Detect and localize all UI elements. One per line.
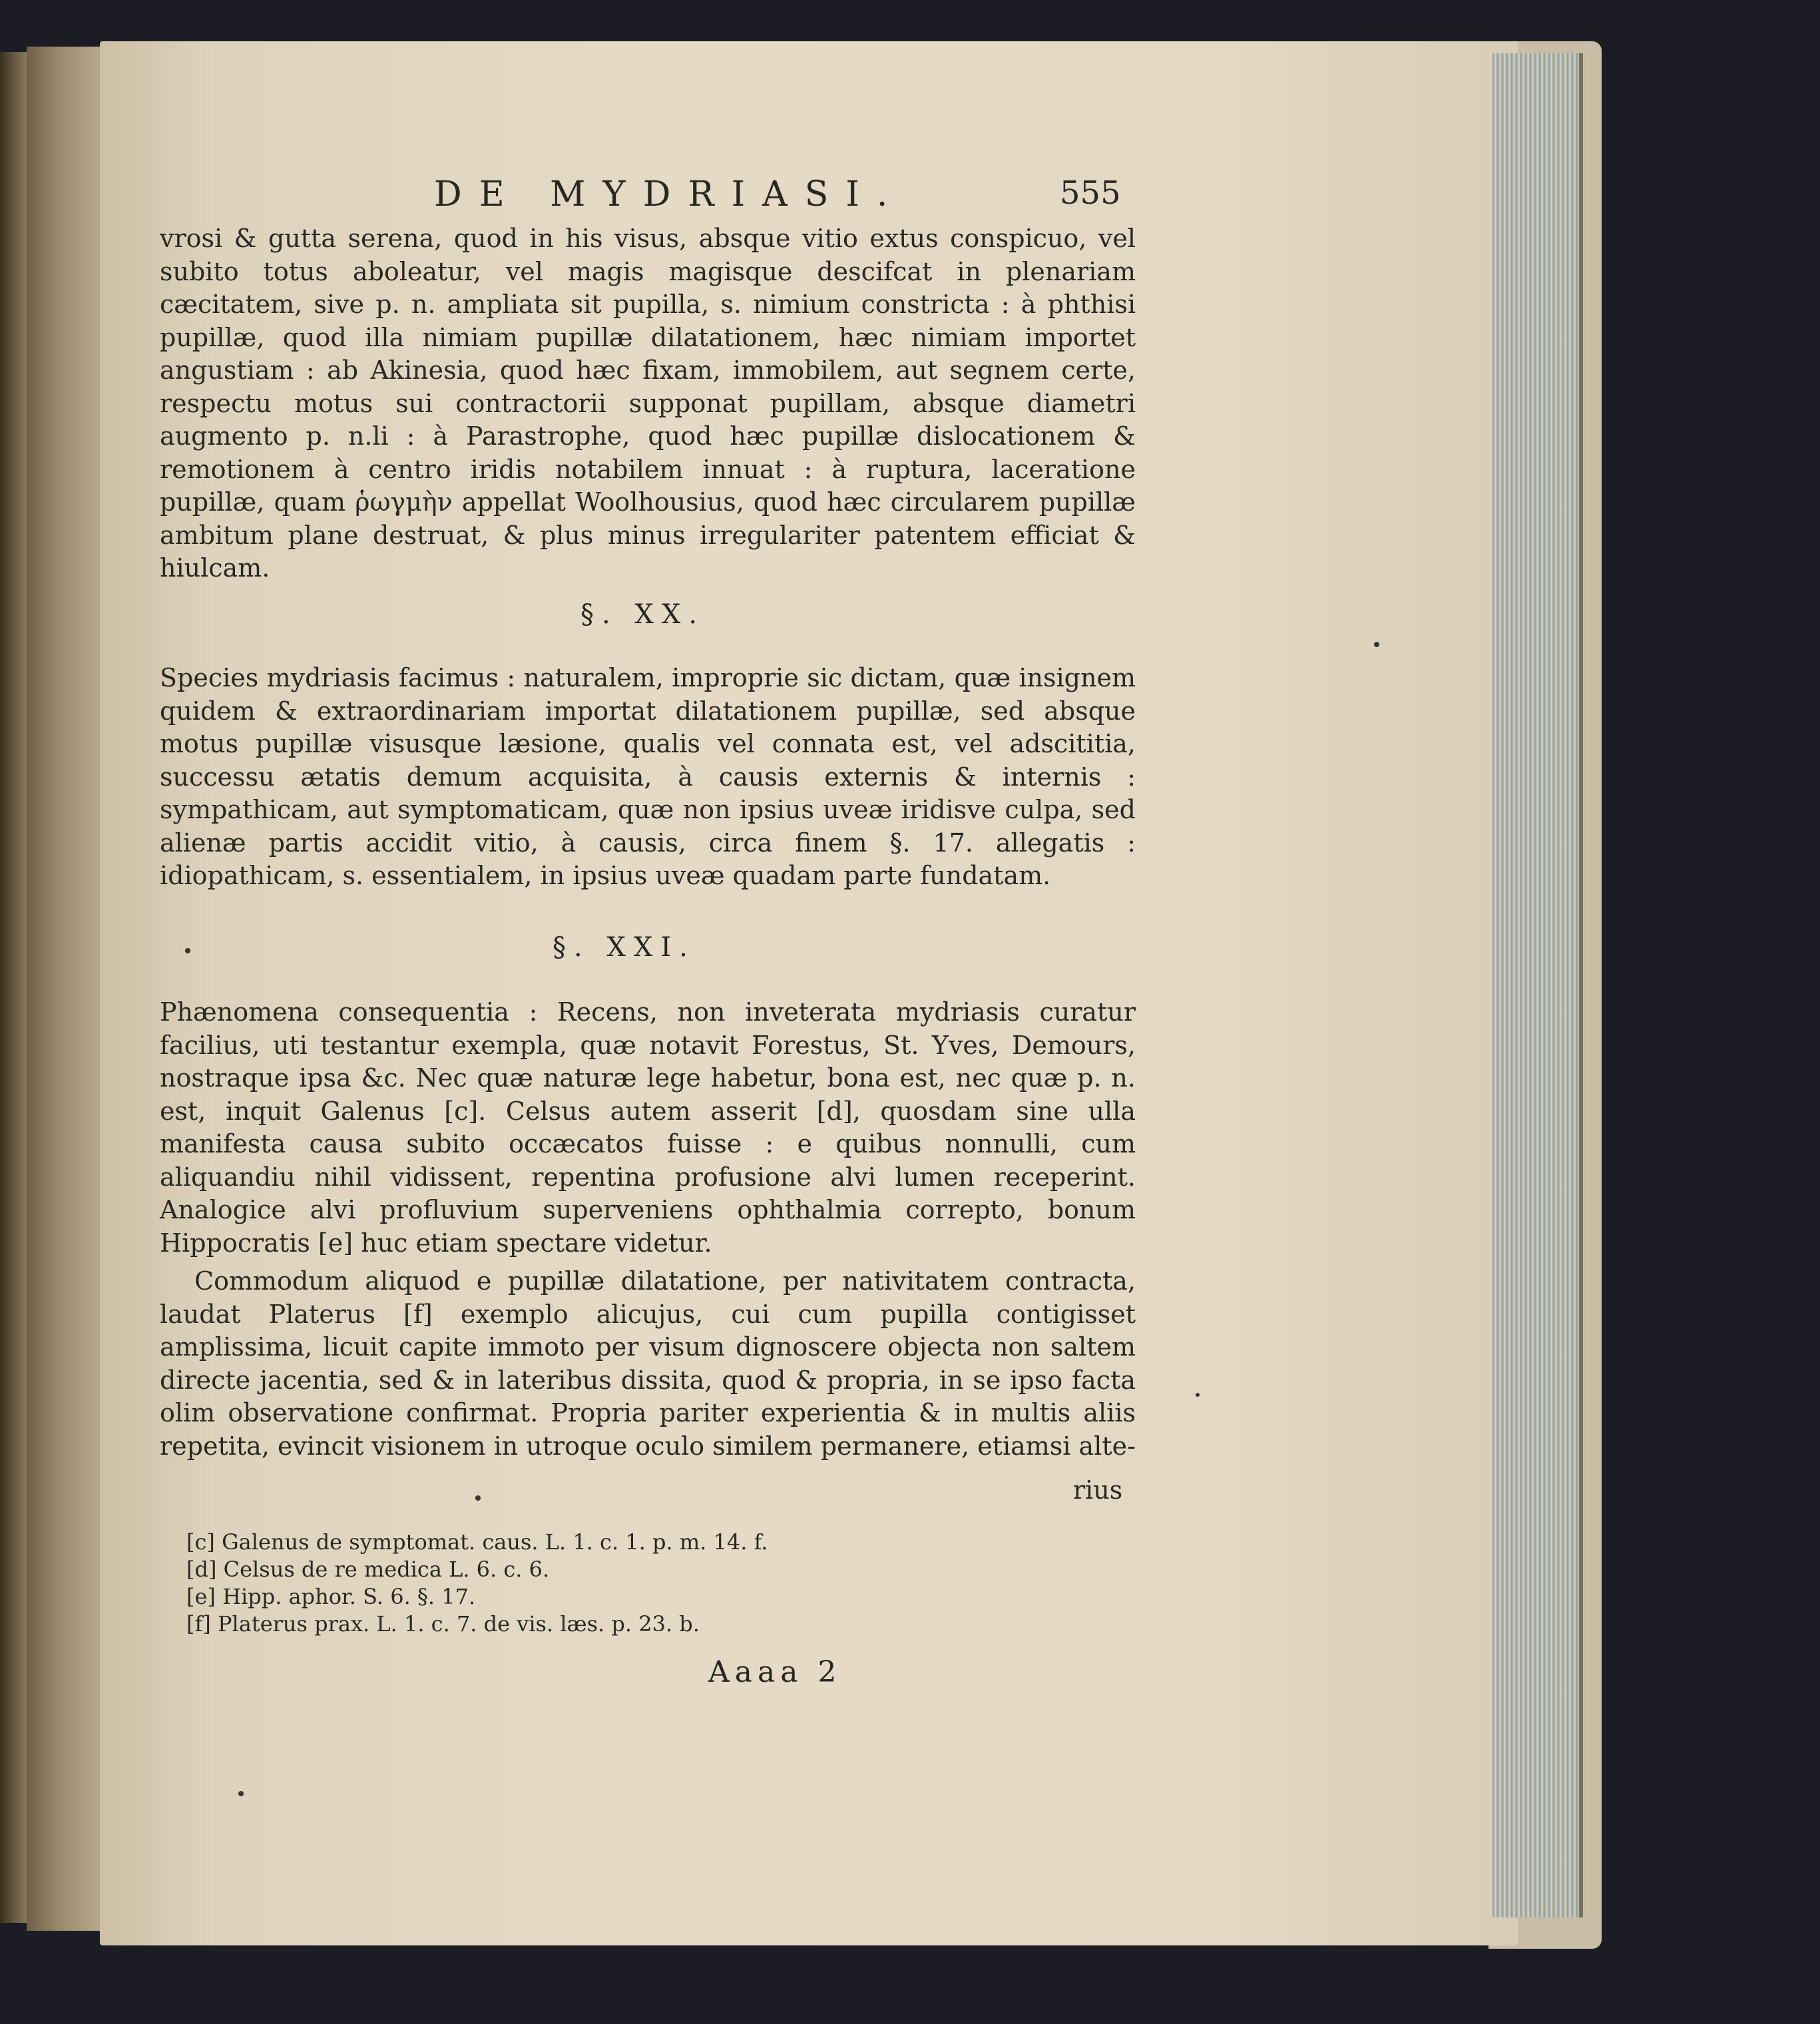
paragraph-commodum: Commodum aliquod e pupillæ dilatatione, per nativitatem contracta, laudat Platerus [f] exemplo alicujus, cui cum pupilla contigisset amplissima, licuit capite immoto per visum dignoscere objecta non saltem directe jacentia, sed & in lateribus dissita, quod & propria, in se ipso facta olim observatione confirmat. Propria pariter experientia & in multis aliis repetita, evincit visionem in utroque oculo similem permanere, etiamsi alte-: [160, 1266, 1136, 1461]
fore-edge-pages: [1492, 53, 1583, 1917]
paper-speck: [1374, 642, 1379, 647]
left-page-edge: [0, 52, 27, 1923]
signature-mark: Aaaa 2: [708, 1655, 842, 1689]
paper-speck: [238, 1791, 244, 1796]
paragraph-species: Species mydriasis facimus : naturalem, improprie sic dictam, quæ insignem quidem & extraordinariam importat dilatationem pupillæ, sed absque motus pupillæ visusque læsione, qualis vel connata est, vel adscititia, successu ætatis demum acquisita, à causis externis & internis : sympathicam, aut symptomaticam, quæ non ipsius uveæ iridisve culpa, sed alienæ partis accidit vitio, à causis, circa finem §. 17. allegatis : idiopathicam, s. essentialem, in ipsius uveæ quadam parte fundatam.: [160, 663, 1136, 890]
paper-speck: [185, 948, 190, 953]
footnote-f: [f] Platerus prax. L. 1. c. 7. de vis. læs. p. 23. b.: [186, 1611, 700, 1637]
paragraph-phaenomena: Phænomena consequentia : Recens, non inveterata mydriasis curatur facilius, uti testantur exempla, quæ notavit Forestus, St. Yves, Demours, nostraque ipsa &c. Nec quæ naturæ lege habetur, bona est, nec quæ p. n. est, inquit Galenus [c]. Celsus autem asserit [d], quosdam sine ulla manifesta causa subito occæcatos fuisse : e quibus nonnulli, cum aliquandiu nihil vidissent, repentina profusione alvi lumen receperint. Analogice alvi profluvium superveniens ophthalmia correpto, bonum Hippocratis [e] huc etiam spectare videtur.: [160, 997, 1136, 1258]
footnote-c: [c] Galenus de symptomat. caus. L. 1. c. 1. p. m. 14. f.: [186, 1529, 768, 1555]
footnote-d: [d] Celsus de re medica L. 6. c. 6.: [186, 1557, 550, 1582]
section-heading-xx: §. XX.: [580, 599, 706, 630]
running-head: DE MYDRIASI.: [434, 174, 905, 214]
catchword: rius: [1073, 1475, 1123, 1505]
paper-speck: [1196, 1393, 1200, 1397]
paper-speck: [475, 1495, 481, 1501]
footnote-e: [e] Hipp. aphor. S. 6. §. 17.: [186, 1584, 476, 1609]
section-heading-xxi: §. XXI.: [553, 932, 696, 963]
paragraph-continuation: vrosi & gutta serena, quod in his visus, absque vitio extus conspicuo, vel subito totus aboleatur, vel magis magisque descifcat in plenariam cæcitatem, sive p. n. ampliata sit pupilla, s. nimium constricta : à phthisi pupillæ, quod illa nimiam pupillæ dilatationem, hæc nimiam importet angustiam : ab Akinesia, quod hæc fixam, immobilem, aut segnem certe, respectu motus sui contractorii supponat pupillam, absque diametri augmento p. n.li : à Parastrophe, quod hæc pupillæ dislocationem & remotionem à centro iridis notabilem innuat : à ruptura, laceratione pupillæ, quam ῥωγμὴν appellat Woolhousius, quod hæc circularem pupillæ ambitum plane destruat, & plus minus irregulariter patentem efficiat & hiulcam.: [160, 224, 1136, 583]
page-number: 555: [1060, 174, 1121, 212]
